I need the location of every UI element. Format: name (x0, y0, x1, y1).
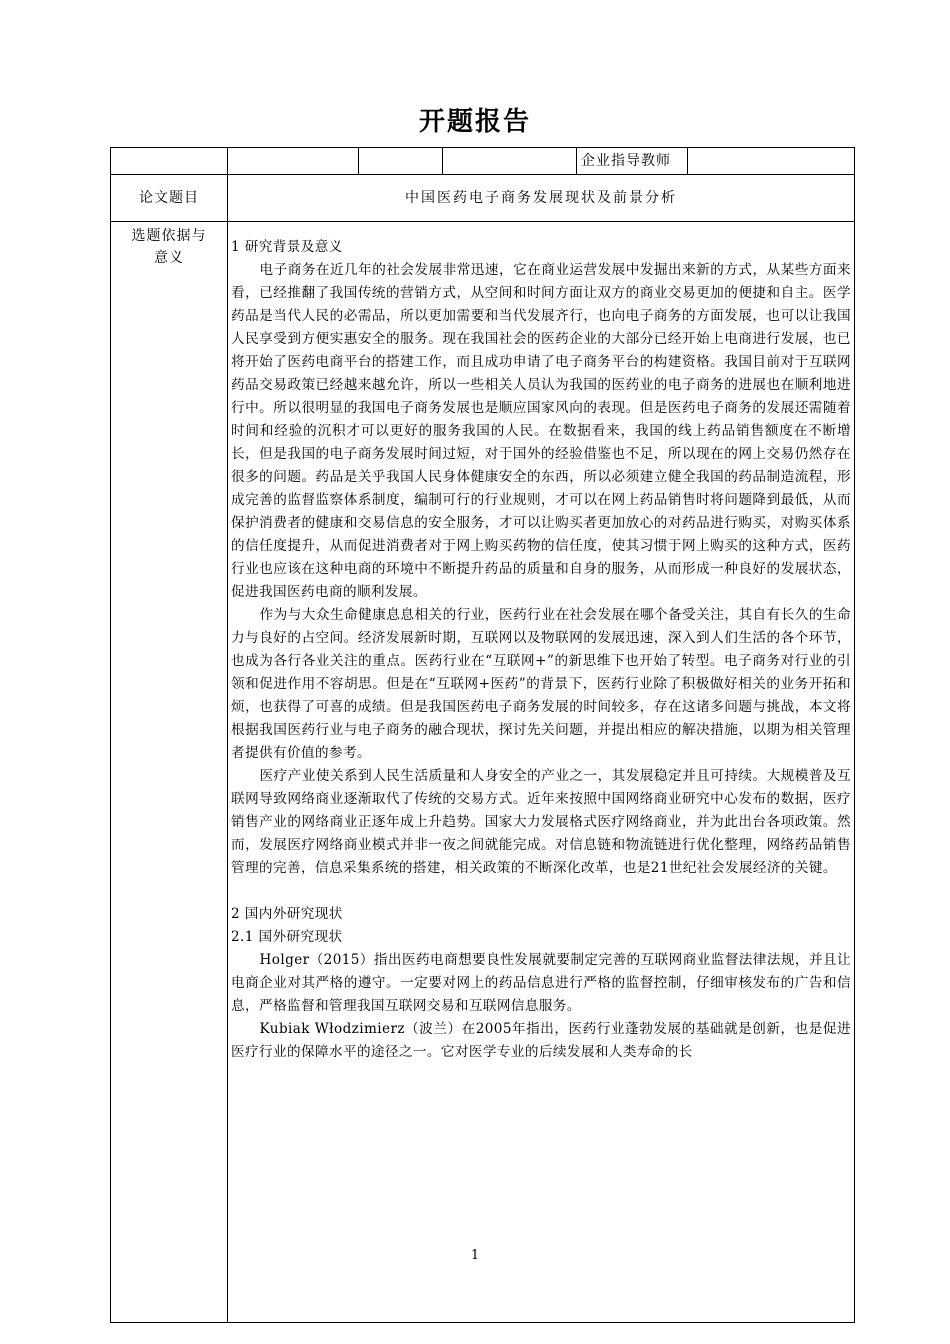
basis-label: 选题依据与意义 (111, 222, 228, 1323)
student-name-value-cell (228, 148, 359, 175)
body-paragraph: 作为与大众生命健康息息相关的行业，医药行业在社会发展在哪个备受关注，其自有长久的生命力与良好的占空间。经济发展新时期，互联网以及物联网的发展迅速，深入到人们生活的各个环节，也成为各行各业关注的重点。医药行业在“互联网+”的新思维下也开始了转型。电子商务对行业的引领和促进作用不容胡思。但是在“互联网+医药”的背景下，医药行业除了积极做好相关的业务开拓和烦，也获得了可喜的成绩。但是我国医药电子商务发展的时间较多，存在这诸多问题与挑战，本文将根据我国医药行业与电子商务的融合现状，探讨先关问题，并提出相应的解决措施，以期为相关管理者提供有价值的参考。 (231, 607, 851, 761)
section-heading: 2 国内外研究现状 (231, 906, 343, 922)
body-paragraph: 医疗产业使关系到人民生活质量和人身安全的产业之一，其发展稳定并且可持续。大规模普及互联网导致网络商业逐渐取代了传统的交易方式。近年来按照中国网络商业研究中心发布的数据，医疗销售产业的网络商业正逐年成上升趋势。国家大力发展格式医疗网络商业，并为此出台各项政策。然而，发展医疗网络商业模式并非一夜之间就能完成。对信息链和物流链进行优化整理，网络药品销售管理的完善，信息采集系统的搭建，相关政策的不断深化改革，也是21世纪社会发展经济的关键。 (231, 768, 851, 876)
thesis-title-label: 论文题目 (111, 175, 228, 222)
body-paragraph: Holger（2015）指出医药电商想要良性发展就要制定完善的互联网商业监督法律法规，并且让电商企业对其严格的遵守。一定要对网上的药品信息进行严格的监督控制，仔细审核发布的广告和信息，严格监督和管理我国互联网交易和互联网信息服务。 (231, 952, 851, 1014)
supervisor-label-cell (359, 148, 443, 175)
basis-content (228, 222, 855, 1323)
section-heading: 1 研究背景及意义 (231, 239, 343, 255)
basis-row (111, 222, 855, 1323)
paragraph-spacer (231, 880, 851, 903)
body-paragraph: Kubiak Włodzimierz（波兰）在2005年指出，医药行业蓬勃发展的基础就是创新，也是促进医疗行业的保障水平的途径之一。它对医学专业的后续发展和人类寿命的长 (231, 1021, 851, 1060)
proposal-form-table (110, 147, 855, 1323)
student-name-cell (111, 148, 228, 175)
body-paragraph: 电子商务在近几年的社会发展非常迅速，它在商业运营发展中发掘出来新的方式，从某些方面来看，已经推翻了我国传统的营销方式，从空间和时间方面让双方的商业交易更加的便捷和自主。医学药品是当代人民的必需品，所以更加需要和当代发展齐行，也向电子商务的方面发展，也可以让我国人民享受到方便实惠安全的服务。现在我国社会的医药企业的大部分已经开始上电商进行发展，也已将开始了医药电商平台的搭建工作，而且成功申请了电子商务平台的构建资格。我国目前对于互联网药品交易政策已经越来越允许，所以一些相关人员认为我国的医药业的电子商务的进展也在顺利地进行中。所以很明显的我国电子商务发展也是顺应国家风向的表现。但是医药电子商务的发展还需随着时间和经验的沉积才可以更好的服务我国的人民。在数据看来，我国的线上药品销售额度在不断增长，但是我国的电子商务发展时间过短，对于国外的经验借鉴也不足，所以现在的网上交易仍然存在很多的问题。药品是关乎我国人民身体健康安全的东西，所以必须建立健全我国的药品制造流程，形成完善的监督监察体系制度，编制可行的行业规则，才可以在网上药品销售时将问题降到最低，从而保护消费者的健康和交易信息的安全服务，才可以让购买者更加放心的对药品进行购买，对购买体系的信任度提升，从而促进消费者对于网上购买药物的信任度，使其习惯于网上购买的这种方式，医药行业也应该在这种电商的环境中不断提升药品的质量和自身的服务，从而形成一种良好的发展状态，促进我国医药电商的顺利发展。 (231, 262, 851, 600)
thesis-title-value: 中国医药电子商务发展现状及前景分析 (228, 175, 855, 222)
page-number: 1 (470, 1248, 480, 1263)
thesis-title-row (111, 175, 855, 222)
page-title: 开题报告 (418, 107, 531, 137)
subsection-heading: 2.1 国外研究现状 (231, 929, 343, 945)
enterprise-supervisor-label: 企业指导教师 (577, 148, 688, 175)
enterprise-supervisor-value-cell (688, 148, 855, 175)
supervisor-value-cell (443, 148, 577, 175)
header-row (111, 148, 855, 175)
